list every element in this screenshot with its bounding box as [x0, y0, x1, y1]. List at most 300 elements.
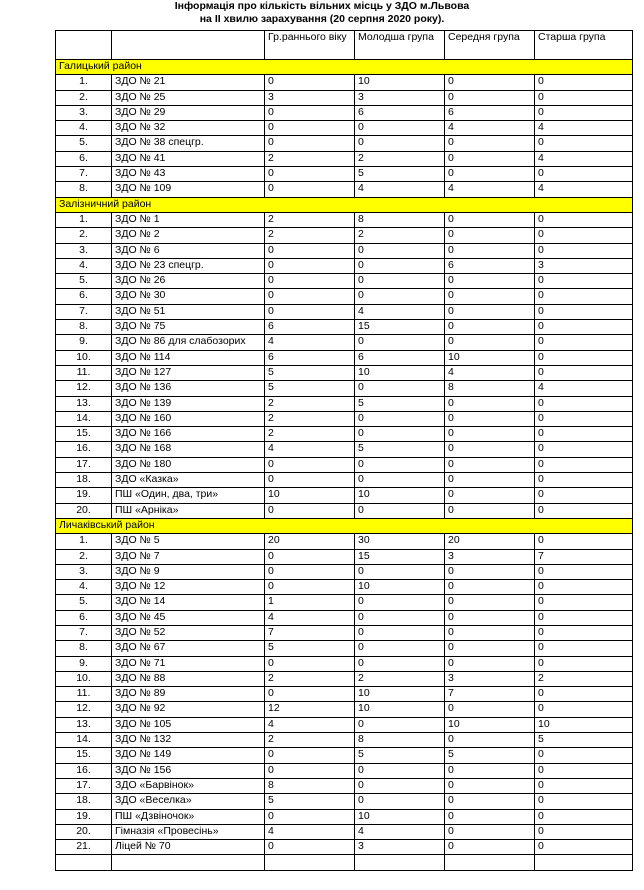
kindergarten-name-cell: ЗДО «Барвінок» [112, 778, 265, 793]
kindergarten-name-cell: ЗДО № 5 [112, 534, 265, 549]
senior-group-cell: 0 [535, 427, 633, 442]
kindergarten-name-cell: ЗДО № 6 [112, 243, 265, 258]
middle-group-cell: 6 [445, 105, 535, 120]
kindergarten-name-cell: ЗДО № 14 [112, 595, 265, 610]
kindergarten-name-cell: ЗДО № 132 [112, 733, 265, 748]
middle-group-cell: 4 [445, 121, 535, 136]
senior-group-cell: 0 [535, 105, 633, 120]
number-cell: 15. [56, 748, 112, 763]
table-row [56, 182, 633, 197]
table-row [56, 824, 633, 839]
senior-group-cell: 0 [535, 212, 633, 227]
table-row [56, 473, 633, 488]
middle-group-cell: 0 [445, 457, 535, 472]
kindergarten-name-cell: ЗДО № 38 спецгр. [112, 136, 265, 151]
table-row [56, 840, 633, 855]
table-header-row [56, 31, 633, 60]
kindergarten-name-cell: ЗДО № 12 [112, 580, 265, 595]
number-cell: 6. [56, 610, 112, 625]
senior-group-cell: 0 [535, 350, 633, 365]
kindergarten-name-cell: ЗДО № 88 [112, 671, 265, 686]
kindergarten-name-cell: ЗДО № 105 [112, 717, 265, 732]
early-age-cell: 0 [265, 840, 355, 855]
number-cell: 13. [56, 396, 112, 411]
number-cell: 17. [56, 457, 112, 472]
junior-group-cell: 0 [355, 564, 445, 579]
junior-group-cell: 0 [355, 335, 445, 350]
number-cell: 3. [56, 564, 112, 579]
senior-group-cell: 0 [535, 778, 633, 793]
senior-group-cell: 0 [535, 228, 633, 243]
number-cell: 4. [56, 580, 112, 595]
early-age-cell: 5 [265, 794, 355, 809]
middle-group-cell: 0 [445, 840, 535, 855]
junior-group-cell: 0 [355, 289, 445, 304]
junior-group-cell [355, 855, 445, 870]
middle-group-cell: 0 [445, 396, 535, 411]
number-cell: 4. [56, 121, 112, 136]
column-header: Молодша група [355, 31, 445, 60]
middle-group-cell: 0 [445, 442, 535, 457]
junior-group-cell: 10 [355, 809, 445, 824]
junior-group-cell: 0 [355, 794, 445, 809]
senior-group-cell: 0 [535, 396, 633, 411]
early-age-cell: 12 [265, 702, 355, 717]
early-age-cell: 5 [265, 641, 355, 656]
middle-group-cell: 3 [445, 671, 535, 686]
table-row [56, 427, 633, 442]
kindergarten-name-cell: ЗДО № 51 [112, 304, 265, 319]
kindergarten-name-cell: ЗДО № 25 [112, 90, 265, 105]
middle-group-cell: 0 [445, 702, 535, 717]
kindergarten-name-cell: ЗДО № 136 [112, 381, 265, 396]
district-row [56, 197, 633, 212]
number-cell: 10. [56, 671, 112, 686]
kindergarten-name-cell: Гімназія «Провесінь» [112, 824, 265, 839]
number-cell: 18. [56, 473, 112, 488]
junior-group-cell: 2 [355, 671, 445, 686]
table-row [56, 350, 633, 365]
number-cell: 7. [56, 304, 112, 319]
number-cell: 2. [56, 90, 112, 105]
senior-group-cell: 0 [535, 794, 633, 809]
senior-group-cell: 0 [535, 75, 633, 90]
senior-group-cell: 0 [535, 656, 633, 671]
early-age-cell: 6 [265, 350, 355, 365]
junior-group-cell: 2 [355, 228, 445, 243]
number-cell: 8. [56, 182, 112, 197]
early-age-cell: 0 [265, 136, 355, 151]
kindergarten-name-cell: Ліцей № 70 [112, 840, 265, 855]
table-row [56, 365, 633, 380]
early-age-cell: 0 [265, 105, 355, 120]
early-age-cell: 1 [265, 595, 355, 610]
senior-group-cell: 0 [535, 748, 633, 763]
middle-group-cell: 10 [445, 717, 535, 732]
junior-group-cell: 8 [355, 733, 445, 748]
middle-group-cell: 7 [445, 687, 535, 702]
kindergarten-name-cell [112, 855, 265, 870]
kindergarten-name-cell: ЗДО № 30 [112, 289, 265, 304]
senior-group-cell: 0 [535, 564, 633, 579]
junior-group-cell: 0 [355, 457, 445, 472]
kindergarten-name-cell: ЗДО № 168 [112, 442, 265, 457]
table-row [56, 136, 633, 151]
early-age-cell: 2 [265, 671, 355, 686]
column-header [112, 31, 265, 60]
senior-group-cell: 4 [535, 151, 633, 166]
senior-group-cell: 4 [535, 121, 633, 136]
senior-group-cell: 0 [535, 503, 633, 518]
middle-group-cell: 3 [445, 549, 535, 564]
district-name: Личаківський район [56, 518, 633, 533]
table-row [56, 274, 633, 289]
number-cell: 3. [56, 243, 112, 258]
junior-group-cell: 0 [355, 258, 445, 273]
early-age-cell: 6 [265, 320, 355, 335]
number-cell: 5. [56, 595, 112, 610]
table-row [56, 289, 633, 304]
kindergarten-name-cell: ЗДО № 45 [112, 610, 265, 625]
senior-group-cell: 0 [535, 365, 633, 380]
number-cell: 10. [56, 350, 112, 365]
early-age-cell: 0 [265, 473, 355, 488]
middle-group-cell: 0 [445, 503, 535, 518]
kindergarten-name-cell: ЗДО «Казка» [112, 473, 265, 488]
number-cell: 2. [56, 228, 112, 243]
number-cell: 8. [56, 320, 112, 335]
number-cell: 5. [56, 274, 112, 289]
junior-group-cell: 0 [355, 763, 445, 778]
number-cell: 20. [56, 503, 112, 518]
junior-group-cell: 2 [355, 151, 445, 166]
junior-group-cell: 15 [355, 549, 445, 564]
kindergarten-name-cell: ЗДО № 139 [112, 396, 265, 411]
early-age-cell: 2 [265, 427, 355, 442]
senior-group-cell: 0 [535, 610, 633, 625]
middle-group-cell [445, 855, 535, 870]
district-row [56, 60, 633, 75]
kindergarten-name-cell: ЗДО № 67 [112, 641, 265, 656]
early-age-cell: 2 [265, 411, 355, 426]
middle-group-cell: 0 [445, 427, 535, 442]
kindergarten-name-cell: ЗДО № 26 [112, 274, 265, 289]
early-age-cell: 0 [265, 121, 355, 136]
middle-group-cell: 20 [445, 534, 535, 549]
early-age-cell: 0 [265, 809, 355, 824]
table-row [56, 503, 633, 518]
middle-group-cell: 5 [445, 748, 535, 763]
early-age-cell: 4 [265, 335, 355, 350]
early-age-cell: 0 [265, 289, 355, 304]
vacancy-table [55, 30, 633, 871]
kindergarten-name-cell: ЗДО № 160 [112, 411, 265, 426]
number-cell: 16. [56, 442, 112, 457]
junior-group-cell: 0 [355, 411, 445, 426]
early-age-cell: 0 [265, 763, 355, 778]
junior-group-cell: 3 [355, 840, 445, 855]
senior-group-cell: 0 [535, 274, 633, 289]
column-header: Гр.раннього віку [265, 31, 355, 60]
kindergarten-name-cell: ЗДО № 43 [112, 167, 265, 182]
number-cell: 1. [56, 75, 112, 90]
number-cell: 1. [56, 534, 112, 549]
middle-group-cell: 0 [445, 763, 535, 778]
early-age-cell: 0 [265, 748, 355, 763]
early-age-cell: 3 [265, 90, 355, 105]
number-cell: 19. [56, 809, 112, 824]
early-age-cell: 2 [265, 212, 355, 227]
junior-group-cell: 0 [355, 503, 445, 518]
kindergarten-name-cell: ЗДО № 29 [112, 105, 265, 120]
junior-group-cell: 0 [355, 274, 445, 289]
junior-group-cell: 6 [355, 350, 445, 365]
junior-group-cell: 0 [355, 121, 445, 136]
number-cell: 1. [56, 212, 112, 227]
district-name: Залізничний район [56, 197, 633, 212]
table-row [56, 702, 633, 717]
junior-group-cell: 6 [355, 105, 445, 120]
senior-group-cell: 0 [535, 840, 633, 855]
table-row [56, 549, 633, 564]
middle-group-cell: 10 [445, 350, 535, 365]
middle-group-cell: 0 [445, 641, 535, 656]
junior-group-cell: 5 [355, 442, 445, 457]
junior-group-cell: 30 [355, 534, 445, 549]
kindergarten-name-cell: ЗДО № 1 [112, 212, 265, 227]
junior-group-cell: 10 [355, 702, 445, 717]
senior-group-cell: 0 [535, 457, 633, 472]
kindergarten-name-cell: ЗДО № 114 [112, 350, 265, 365]
table-row [56, 794, 633, 809]
middle-group-cell: 4 [445, 365, 535, 380]
table-row [56, 671, 633, 686]
junior-group-cell: 0 [355, 641, 445, 656]
senior-group-cell [535, 855, 633, 870]
middle-group-cell: 0 [445, 335, 535, 350]
document-title: Інформація про кількість вільних місць у ЗДО м.Львова [174, 0, 470, 12]
table-row [56, 411, 633, 426]
number-cell: 9. [56, 656, 112, 671]
early-age-cell: 0 [265, 656, 355, 671]
table-row [56, 733, 633, 748]
early-age-cell: 8 [265, 778, 355, 793]
early-age-cell: 2 [265, 228, 355, 243]
senior-group-cell: 10 [535, 717, 633, 732]
middle-group-cell: 0 [445, 411, 535, 426]
column-header: Середня група [445, 31, 535, 60]
early-age-cell: 5 [265, 365, 355, 380]
kindergarten-name-cell: ЗДО № 71 [112, 656, 265, 671]
senior-group-cell: 0 [535, 243, 633, 258]
number-cell: 13. [56, 717, 112, 732]
senior-group-cell: 0 [535, 90, 633, 105]
table-row [56, 243, 633, 258]
middle-group-cell: 0 [445, 610, 535, 625]
middle-group-cell: 0 [445, 151, 535, 166]
kindergarten-name-cell: ЗДО № 7 [112, 549, 265, 564]
senior-group-cell: 0 [535, 335, 633, 350]
middle-group-cell: 0 [445, 778, 535, 793]
early-age-cell: 4 [265, 824, 355, 839]
senior-group-cell: 0 [535, 641, 633, 656]
senior-group-cell: 0 [535, 580, 633, 595]
early-age-cell: 2 [265, 733, 355, 748]
table-row [56, 121, 633, 136]
senior-group-cell: 0 [535, 824, 633, 839]
middle-group-cell: 6 [445, 258, 535, 273]
middle-group-cell: 0 [445, 595, 535, 610]
junior-group-cell: 0 [355, 610, 445, 625]
table-row [56, 75, 633, 90]
table-row [56, 151, 633, 166]
junior-group-cell: 0 [355, 381, 445, 396]
middle-group-cell: 0 [445, 488, 535, 503]
column-header [56, 31, 112, 60]
table-row [56, 763, 633, 778]
senior-group-cell: 4 [535, 182, 633, 197]
early-age-cell: 0 [265, 182, 355, 197]
early-age-cell: 0 [265, 75, 355, 90]
kindergarten-name-cell: ПШ «Арніка» [112, 503, 265, 518]
junior-group-cell: 10 [355, 75, 445, 90]
middle-group-cell: 0 [445, 580, 535, 595]
table-row [56, 641, 633, 656]
table-row [56, 809, 633, 824]
kindergarten-name-cell: ЗДО № 166 [112, 427, 265, 442]
kindergarten-name-cell: ЗДО «Веселка» [112, 794, 265, 809]
junior-group-cell: 4 [355, 824, 445, 839]
table-row [56, 580, 633, 595]
early-age-cell: 0 [265, 243, 355, 258]
number-cell: 12. [56, 702, 112, 717]
number-cell [56, 855, 112, 870]
table-row [56, 396, 633, 411]
senior-group-cell: 2 [535, 671, 633, 686]
middle-group-cell: 0 [445, 289, 535, 304]
number-cell: 5. [56, 136, 112, 151]
middle-group-cell: 0 [445, 75, 535, 90]
kindergarten-name-cell: ЗДО № 75 [112, 320, 265, 335]
senior-group-cell: 0 [535, 442, 633, 457]
table-row [56, 717, 633, 732]
early-age-cell: 2 [265, 151, 355, 166]
table-row [56, 687, 633, 702]
number-cell: 8. [56, 641, 112, 656]
senior-group-cell: 0 [535, 411, 633, 426]
senior-group-cell: 0 [535, 702, 633, 717]
kindergarten-name-cell: ЗДО № 127 [112, 365, 265, 380]
number-cell: 17. [56, 778, 112, 793]
number-cell: 6. [56, 289, 112, 304]
senior-group-cell: 3 [535, 258, 633, 273]
senior-group-cell: 4 [535, 381, 633, 396]
kindergarten-name-cell: ЗДО № 156 [112, 763, 265, 778]
junior-group-cell: 0 [355, 136, 445, 151]
number-cell: 16. [56, 763, 112, 778]
table-row [56, 656, 633, 671]
senior-group-cell: 0 [535, 809, 633, 824]
kindergarten-name-cell: ЗДО № 86 для слабозорих [112, 335, 265, 350]
junior-group-cell: 0 [355, 778, 445, 793]
number-cell: 3. [56, 105, 112, 120]
senior-group-cell: 7 [535, 549, 633, 564]
early-age-cell: 0 [265, 258, 355, 273]
middle-group-cell: 0 [445, 212, 535, 227]
middle-group-cell: 0 [445, 473, 535, 488]
junior-group-cell: 3 [355, 90, 445, 105]
early-age-cell: 0 [265, 167, 355, 182]
table-row [56, 564, 633, 579]
early-age-cell: 20 [265, 534, 355, 549]
number-cell: 15. [56, 427, 112, 442]
senior-group-cell: 0 [535, 473, 633, 488]
number-cell: 7. [56, 625, 112, 640]
kindergarten-name-cell: ЗДО № 180 [112, 457, 265, 472]
table-row [56, 228, 633, 243]
number-cell: 21. [56, 840, 112, 855]
table-row [56, 442, 633, 457]
junior-group-cell: 0 [355, 656, 445, 671]
senior-group-cell: 0 [535, 763, 633, 778]
early-age-cell: 0 [265, 457, 355, 472]
district-row [56, 518, 633, 533]
number-cell: 12. [56, 381, 112, 396]
junior-group-cell: 5 [355, 396, 445, 411]
junior-group-cell: 0 [355, 427, 445, 442]
table-row [56, 320, 633, 335]
kindergarten-name-cell: ЗДО № 23 спецгр. [112, 258, 265, 273]
early-age-cell: 0 [265, 304, 355, 319]
middle-group-cell: 0 [445, 167, 535, 182]
middle-group-cell: 0 [445, 90, 535, 105]
junior-group-cell: 10 [355, 488, 445, 503]
early-age-cell: 4 [265, 442, 355, 457]
table-row [56, 335, 633, 350]
table-row [56, 304, 633, 319]
middle-group-cell: 0 [445, 136, 535, 151]
junior-group-cell: 4 [355, 304, 445, 319]
number-cell: 7. [56, 167, 112, 182]
junior-group-cell: 0 [355, 473, 445, 488]
middle-group-cell: 0 [445, 274, 535, 289]
senior-group-cell: 0 [535, 304, 633, 319]
early-age-cell: 0 [265, 687, 355, 702]
senior-group-cell: 0 [535, 687, 633, 702]
kindergarten-name-cell: ЗДО № 89 [112, 687, 265, 702]
kindergarten-name-cell: ЗДО № 149 [112, 748, 265, 763]
table-row [56, 90, 633, 105]
middle-group-cell: 0 [445, 625, 535, 640]
senior-group-cell: 0 [535, 289, 633, 304]
middle-group-cell: 0 [445, 304, 535, 319]
senior-group-cell: 0 [535, 625, 633, 640]
number-cell: 14. [56, 733, 112, 748]
junior-group-cell: 10 [355, 580, 445, 595]
number-cell: 6. [56, 151, 112, 166]
junior-group-cell: 5 [355, 167, 445, 182]
number-cell: 14. [56, 411, 112, 426]
number-cell: 11. [56, 687, 112, 702]
junior-group-cell: 4 [355, 182, 445, 197]
kindergarten-name-cell: ЗДО № 109 [112, 182, 265, 197]
number-cell: 20. [56, 824, 112, 839]
senior-group-cell: 0 [535, 488, 633, 503]
early-age-cell: 0 [265, 503, 355, 518]
table-row [56, 167, 633, 182]
number-cell: 9. [56, 335, 112, 350]
senior-group-cell: 0 [535, 320, 633, 335]
